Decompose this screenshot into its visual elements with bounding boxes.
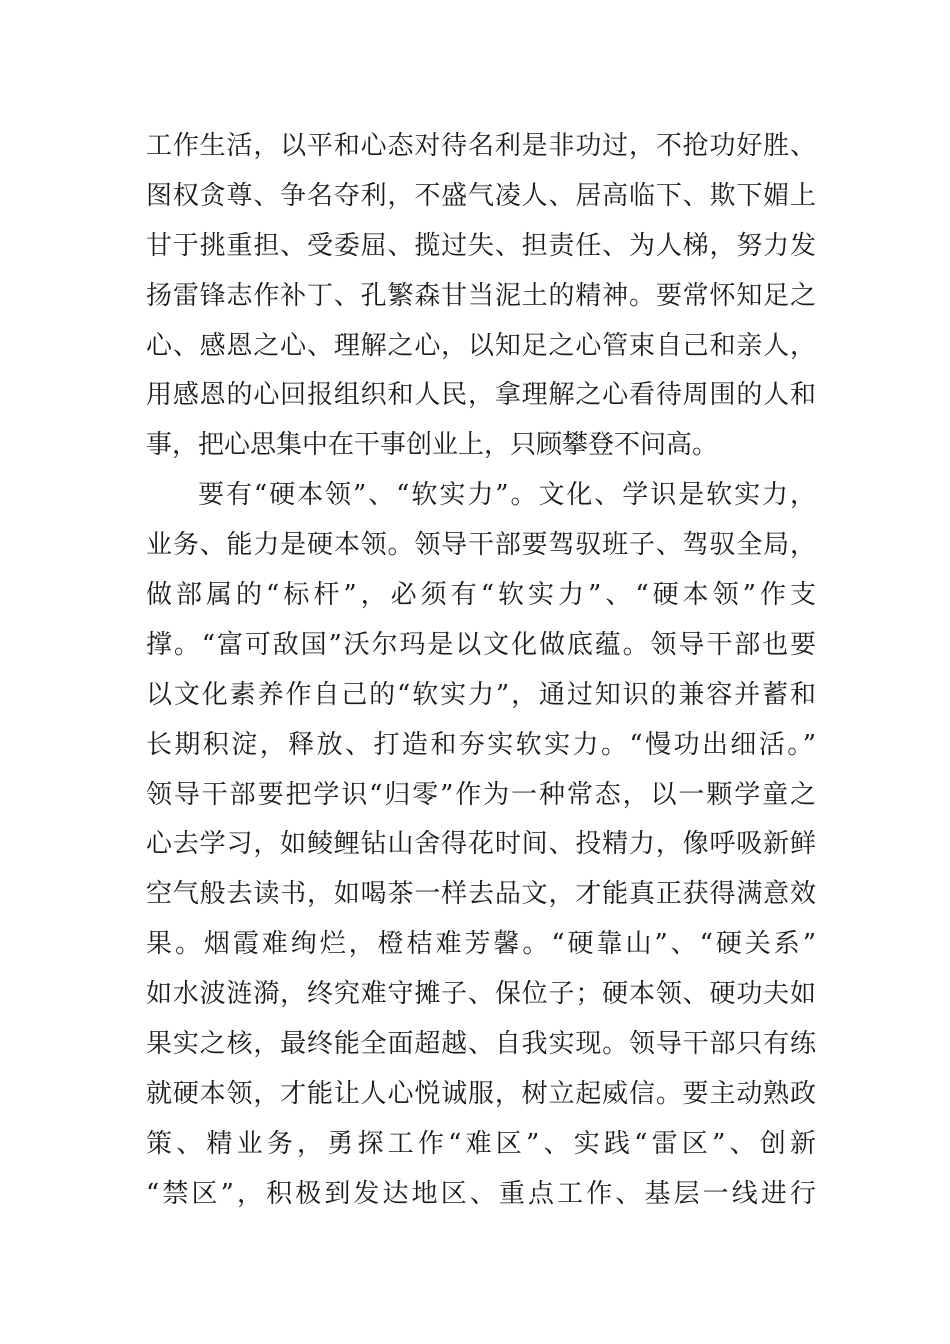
text-line: 以文化素养作自己的“软实力”，通过知识的兼容并蓄和	[146, 679, 816, 710]
text-line: 图权贪尊、争名夺利，不盛气凌人、居高临下、欺下媚上	[146, 180, 816, 211]
text-line: 心、感恩之心、理解之心，以知足之心管束自己和亲人，	[146, 330, 816, 361]
text-line: 策、精业务，勇探工作“难区”、实践“雷区”、创新	[146, 1128, 816, 1159]
text-line: 就硬本领，才能让人心悦诚服，树立起威信。要主动熟政	[146, 1078, 816, 1109]
text-line: 撑。“富可敌国”沃尔玛是以文化做底蕴。领导干部也要	[146, 629, 816, 660]
text-line: 果。烟霞难绚烂，橙桔难芳馨。“硬靠山”、“硬关系”	[146, 929, 816, 960]
text-line: 工作生活，以平和心态对待名利是非功过，不抢功好胜、	[146, 131, 816, 161]
text-line: 如水波涟漪，终究难守摊子、保位子；硬本领、硬功夫如	[146, 979, 816, 1010]
text-line: 心去学习，如鲮鲤钻山舍得花时间、投精力，像呼吸新鲜	[146, 829, 816, 860]
paragraph-start-line: 要有“硬本领”、“软实力”。文化、学识是软实力，	[198, 480, 816, 511]
text-line: 甘于挑重担、受委屈、揽过失、担责任、为人梯，努力发	[146, 230, 816, 261]
text-line: 业务、能力是硬本领。领导干部要驾驭班子、驾驭全局，	[146, 530, 816, 561]
text-line: 用感恩的心回报组织和人民，拿理解之心看待周围的人和	[146, 380, 816, 411]
body-text	[146, 122, 816, 1220]
text-line: “禁区”，积极到发达地区、重点工作、基层一线进行	[146, 1178, 816, 1209]
paragraph-end-line: 事，把心思集中在干事创业上，只顾攀登不问高。	[146, 430, 719, 461]
text-line: 长期积淀，释放、打造和夯实软实力。“慢功出细活。”	[146, 729, 816, 760]
text-line: 扬雷锋志作补丁、孔繁森甘当泥土的精神。要常怀知足之	[146, 280, 816, 311]
text-line: 空气般去读书，如喝茶一样去品文，才能真正获得满意效	[146, 879, 816, 910]
text-line: 领导干部要把学识“归零”作为一种常态，以一颗学童之	[146, 779, 816, 810]
text-line: 果实之核，最终能全面超越、自我实现。领导干部只有练	[146, 1029, 816, 1060]
text-line: 做部属的“标杆”，必须有“软实力”、“硬本领”作支	[146, 580, 816, 611]
